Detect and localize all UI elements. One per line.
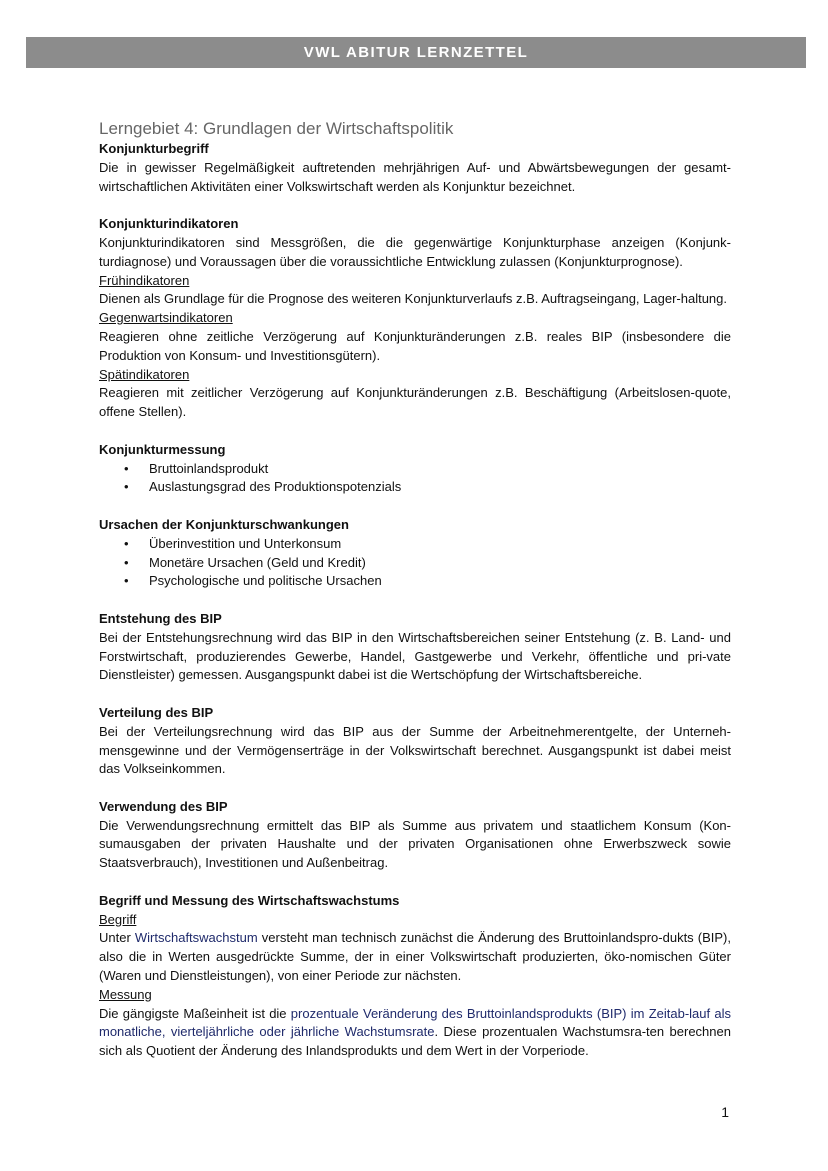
konjunkturbegriff-text: Die in gewisser Regelmäßigkeit auftretenden mehrjährigen Auf- und Abwärtsbewegungen der gesamt-wirtschaftlichen Aktivitäten einer Volkswirtschaft werden als Konjunktur bezeichnet. bbox=[99, 159, 731, 194]
wachstum-heading: Begriff und Messung des Wirtschaftswachstums bbox=[99, 892, 400, 908]
page-number: 1 bbox=[721, 1104, 729, 1120]
messung-text-a: Die gängigste Maßeinheit ist die bbox=[99, 1005, 291, 1021]
entstehung-text: Bei der Entstehungsrechnung wird das BIP in den Wirtschaftsbereichen seiner Entstehung (z. B. Land- und Forstwirtschaft, produzierendes Gewerbe, Handel, Gastgewerbe und Verkehr, öffentliche und pri-vate Dienstleister) gemessen. Ausgangspunkt dabei ist die Wertschöpfung der Wirtschaftsbereiche. bbox=[99, 629, 731, 683]
messung-text bbox=[99, 1005, 731, 1061]
list-item: • Überinvestition und Unterkonsum bbox=[149, 535, 731, 554]
messung-heading: Messung bbox=[99, 986, 152, 1002]
ursachen-heading: Ursachen der Konjunkturschwankungen bbox=[99, 516, 349, 532]
begriff-text-b: versteht man technisch zunächst die Änderung des Bruttoinlandspro-dukts (BIP), also die in Werten ausgedrückte Summe, der in einer Volkswirtschaft produzierten, öko-nomischen Güter (Waren und Dienstleistungen), von einer Periode zur nächsten. bbox=[99, 930, 731, 984]
gegenwartsindikatoren-text: Reagieren ohne zeitliche Verzögerung auf Konjunkturänderungen z.B. reales BIP (insbesondere die Produktion von Konsum- und Investitionsgütern). bbox=[99, 328, 731, 363]
verwendung-text: Die Verwendungsrechnung ermittelt das BIP als Summe aus privatem und staatlichem Konsum (Kon-sumausgaben der privaten Haushalte und der privaten Organisationen ohne Erwerbszweck sowie Staatsverbrauch), Investitionen und Außenbeitrag. bbox=[99, 817, 731, 871]
list-item: • Bruttoinlandsprodukt bbox=[149, 460, 731, 479]
konjunkturindikatoren-text: Konjunkturindikatoren sind Messgrößen, die die gegenwärtige Konjunkturphase anzeigen (Konjunk-turdiagnose) und Voraussagen über die voraussichtliche Entwicklung zulassen (Konjunkturprognose). bbox=[99, 234, 731, 269]
fruehindikatoren-text: Dienen als Grundlage für die Prognose des weiteren Konjunkturverlaufs z.B. Auftragseingang, Lager-haltung. bbox=[99, 291, 727, 307]
begriff-text bbox=[99, 929, 731, 985]
list-item: • Psychologische und politische Ursachen bbox=[149, 572, 731, 591]
document-banner: VWL ABITUR LERNZETTEL bbox=[26, 37, 806, 68]
gegenwartsindikatoren-heading: Gegenwartsindikatoren bbox=[99, 310, 233, 326]
spaetindikatoren-heading: Spätindikatoren bbox=[99, 366, 190, 382]
page-content bbox=[99, 117, 731, 1061]
fruehindikatoren-heading: Frühindikatoren bbox=[99, 272, 190, 288]
list-item: • Monetäre Ursachen (Geld und Kredit) bbox=[149, 554, 731, 573]
konjunkturindikatoren-heading: Konjunkturindikatoren bbox=[99, 216, 239, 232]
konjunkturmessung-heading: Konjunkturmessung bbox=[99, 441, 226, 457]
messung-text-b: . Diese prozentualen Wachstumsra-ten berechnen sich als Quotient der Änderung des Inlandsprodukts und dem Wert in der Vorperiode. bbox=[99, 1024, 731, 1059]
verwendung-heading: Verwendung des BIP bbox=[99, 798, 228, 814]
entstehung-heading: Entstehung des BIP bbox=[99, 610, 222, 626]
section-title: Lerngebiet 4: Grundlagen der Wirtschaftspolitik bbox=[99, 119, 454, 138]
wachstumsrate-link[interactable]: prozentuale Veränderung des Bruttoinlandsprodukts (BIP) im Zeitab-lauf als monatliche, vierteljährliche oder jährliche Wachstumsrate bbox=[99, 1005, 731, 1040]
begriff-text-a: Unter bbox=[99, 930, 135, 946]
ursachen-list bbox=[99, 535, 731, 591]
verteilung-text: Bei der Verteilungsrechnung wird das BIP aus der Summe der Arbeitnehmerentgelte, der Unterneh-mensgewinne und der Vermögenserträge in der Volkswirtschaft berechnet. Ausgangspunkt ist dabei meist das Volkseinkommen. bbox=[99, 723, 731, 777]
list-item: • Auslastungsgrad des Produktionspotenzials bbox=[149, 478, 731, 497]
spaetindikatoren-text: Reagieren mit zeitlicher Verzögerung auf Konjunkturänderungen z.B. Beschäftigung (Arbeitslosen-quote, offene Stellen). bbox=[99, 385, 731, 420]
begriff-heading: Begriff bbox=[99, 911, 137, 927]
konjunkturmessung-list bbox=[99, 460, 731, 498]
verteilung-heading: Verteilung des BIP bbox=[99, 704, 214, 720]
konjunkturbegriff-heading: Konjunkturbegriff bbox=[99, 141, 209, 156]
wirtschaftswachstum-link[interactable]: Wirtschaftswachstum bbox=[134, 930, 258, 946]
